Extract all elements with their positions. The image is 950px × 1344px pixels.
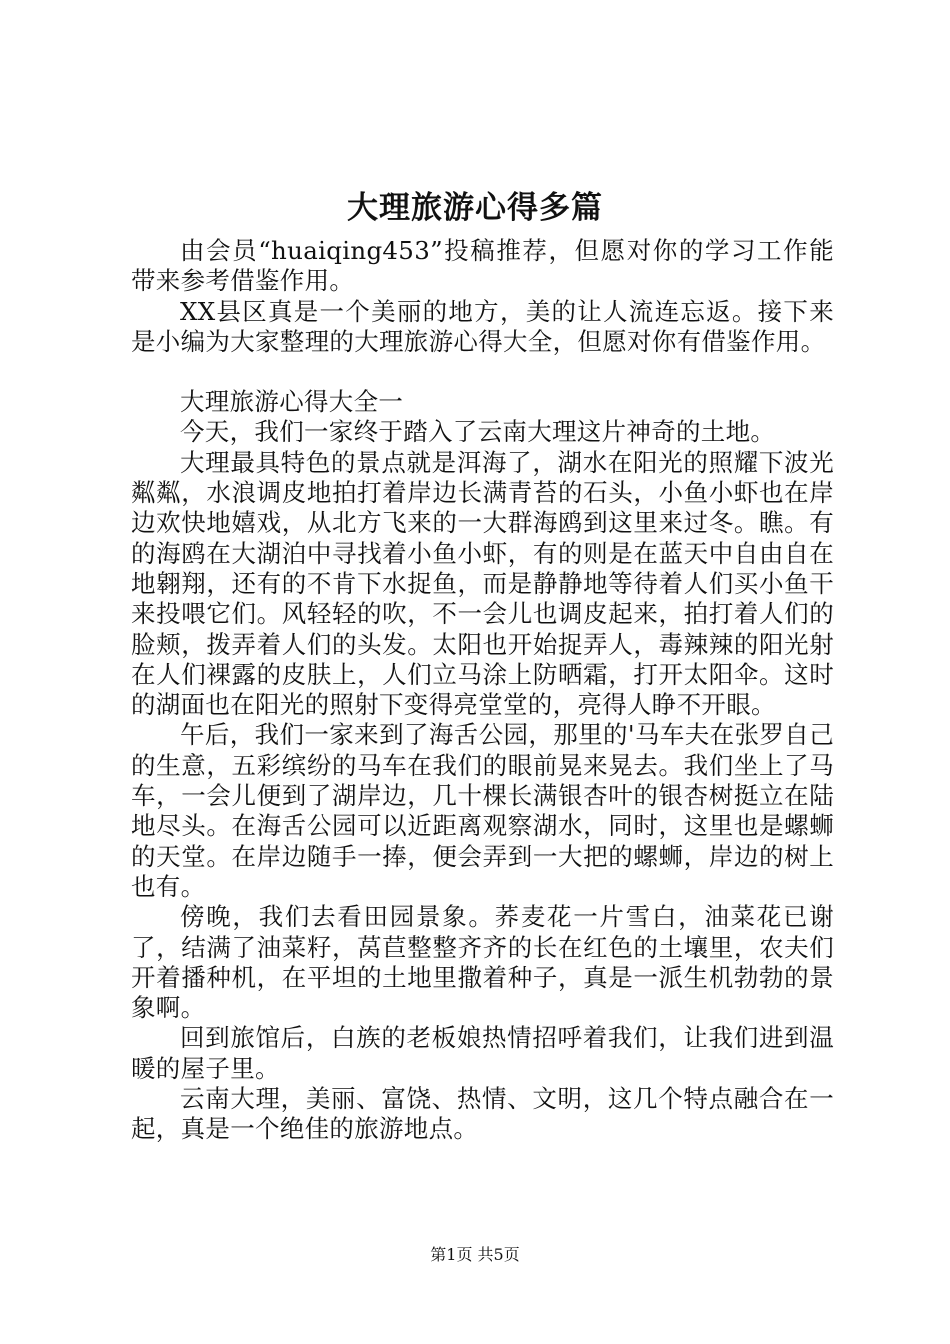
body-paragraph: 今天，我们一家终于踏入了云南大理这片神奇的土地。 bbox=[180, 417, 776, 447]
body-paragraph: 云南大理，美丽、富饶、热情、文明，这几个特点融合在一起，真是一个绝佳的旅游地点。 bbox=[131, 1084, 834, 1144]
document-body bbox=[131, 236, 834, 1145]
body-paragraph: 回到旅馆后，白族的老板娘热情招呼着我们，让我们进到温暖的屋子里。 bbox=[131, 1023, 834, 1083]
body-paragraph: 大理最具特色的景点就是洱海了，湖水在阳光的照耀下波光粼粼，水浪调皮地拍打着岸边长满青苔的石头，小鱼小虾也在岸边欢快地嬉戏，从北方飞来的一大群海鸥到这里来过冬。瞧。有的海鸥在大湖泊中寻找着小鱼小虾，有的则是在蓝天中自由自在地翱翔，还有的不肯下水捉鱼，而是静静地等待着人们买小鱼干来投喂它们。风轻轻的吹，不一会儿也调皮起来，拍打着人们的脸颊，拨弄着人们的头发。太阳也开始捉弄人，毒辣辣的阳光射在人们裸露的皮肤上，人们立马涂上防晒霜，打开太阳伞。这时的湖面也在阳光的照射下变得亮堂堂的，亮得人睁不开眼。 bbox=[131, 447, 834, 720]
section-heading: 大理旅游心得大全一 bbox=[180, 387, 404, 417]
body-paragraph: 傍晚，我们去看田园景象。荞麦花一片雪白，油菜花已谢了，结满了油菜籽，莴苣整整齐齐的长在红色的土壤里，农夫们开着播种机，在平坦的土地里撒着种子，真是一派生机勃勃的景象啊。 bbox=[131, 902, 834, 1023]
page-number-footer: 第1页 共5页 bbox=[430, 1245, 520, 1264]
body-paragraph: 午后，我们一家来到了海舌公园，那里的'马车夫在张罗自己的生意，五彩缤纷的马车在我们的眼前晃来晃去。我们坐上了马车，一会儿便到了湖岸边，几十棵长满银杏叶的银杏树挺立在陆地尽头。在海舌公园可以近距离观察湖水，同时，这里也是螺蛳的天堂。在岸边随手一捧，便会弄到一大把的螺蛳，岸边的树上也有。 bbox=[131, 720, 834, 901]
intro-paragraph: 由会员“huaiqing453”投稿推荐，但愿对你的学习工作能带来参考借鉴作用。 bbox=[131, 236, 834, 296]
summary-paragraph: XX县区真是一个美丽的地方，美的让人流连忘返。接下来是小编为大家整理的大理旅游心得大全，但愿对你有借鉴作用。 bbox=[131, 296, 834, 356]
document-title: 大理旅游心得多篇 bbox=[347, 190, 603, 226]
